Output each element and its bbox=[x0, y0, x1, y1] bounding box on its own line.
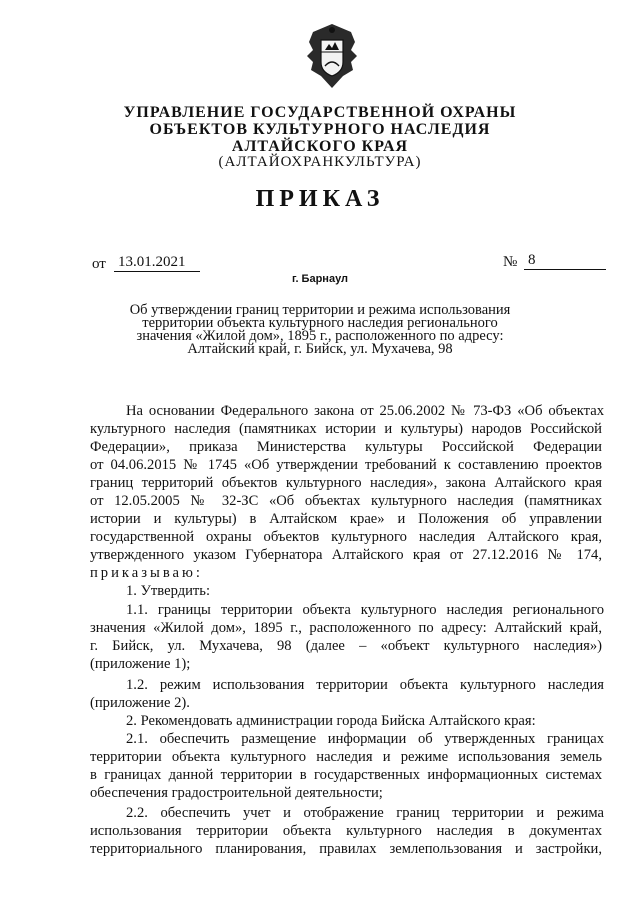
body-line: (приложение 1); bbox=[90, 656, 191, 672]
body-line: обеспечения градостроительной деятельности; bbox=[90, 785, 383, 801]
document-type-title: ПРИКАЗ bbox=[255, 186, 385, 212]
body-line: государственной охраны объектов культурного наследия Алтайского края, bbox=[90, 529, 602, 545]
document-number: 8 bbox=[524, 252, 606, 270]
body-line: (приложение 2). bbox=[90, 695, 190, 711]
subject-line: территории объекта культурного наследия регионального bbox=[142, 315, 498, 331]
city-label: г. Барнаул bbox=[291, 273, 349, 285]
number-label: № bbox=[503, 254, 518, 270]
body-line: в границах данной территории в государственных информационных системах bbox=[90, 767, 602, 783]
body-line: утвержденного указом Губернатора Алтайского края от 27.12.2016 № 174, bbox=[90, 547, 602, 563]
subject-line: значения «Жилой дом», 1895 г., расположенного по адресу: bbox=[136, 328, 504, 344]
body-line: значения «Жилой дом», 1895 г., расположенного по адресу: Алтайский край, bbox=[90, 620, 602, 636]
subject-line: Об утверждении границ территории и режима использования bbox=[129, 302, 511, 318]
body-line: г. Бийск, ул. Мухачева, 98 (далее – «объект культурного наследия») bbox=[90, 638, 602, 654]
body-line: истории и культуры) в Алтайском крае» и Положения об управлении bbox=[90, 511, 602, 527]
date-prefix-label: от bbox=[92, 256, 106, 272]
body-line: Федерации», приказа Министерства культуры Российской Федерации bbox=[90, 439, 602, 455]
body-line: На основании Федерального закона от 25.06.2002 № 73-ФЗ «Об объектах bbox=[126, 403, 604, 419]
body-line: 1.2. режим использования территории объекта культурного наследия bbox=[126, 677, 604, 693]
document-date: 13.01.2021 bbox=[114, 254, 200, 272]
org-name-line1: УПРАВЛЕНИЕ ГОСУДАРСТВЕННОЙ ОХРАНЫ bbox=[123, 104, 517, 121]
body-line: от 04.06.2015 № 1745 «Об утверждении требований к составлению проектов bbox=[90, 457, 602, 473]
body-line: территории объекта культурного наследия и режиме использования земель bbox=[90, 749, 602, 765]
body-line: 2.1. обеспечить размещение информации об утвержденных границах bbox=[126, 731, 604, 747]
order-word: приказываю: bbox=[90, 565, 203, 581]
subject-line: Алтайский край, г. Бийск, ул. Мухачева, 98 bbox=[187, 341, 453, 357]
coat-of-arms-emblem bbox=[303, 22, 361, 92]
body-line: территориального планирования, правилах землепользования и застройки, bbox=[90, 841, 602, 857]
org-name-line3: АЛТАЙСКОГО КРАЯ bbox=[231, 138, 409, 155]
body-line: от 12.05.2005 № 32-ЗС «Об объектах культурного наследия (памятниках bbox=[90, 493, 602, 509]
body-line: культурного наследия (памятниках истории и культуры) народов Российской bbox=[90, 421, 602, 437]
body-line: использования территории объекта культурного наследия в документах bbox=[90, 823, 602, 839]
org-name-line2: ОБЪЕКТОВ КУЛЬТУРНОГО НАСЛЕДИЯ bbox=[149, 121, 491, 138]
body-line: 2.2. обеспечить учет и отображение границ территории и режима bbox=[126, 805, 604, 821]
body-line: 1. Утвердить: bbox=[126, 583, 211, 599]
body-line: 1.1. границы территории объекта культурного наследия регионального bbox=[126, 602, 604, 618]
org-short-name: (АЛТАЙОХРАНКУЛЬТУРА) bbox=[218, 154, 422, 170]
body-line: границ территорий объектов культурного наследия», закона Алтайского края bbox=[90, 475, 602, 491]
body-line: 2. Рекомендовать администрации города Бийска Алтайского края: bbox=[126, 713, 536, 729]
